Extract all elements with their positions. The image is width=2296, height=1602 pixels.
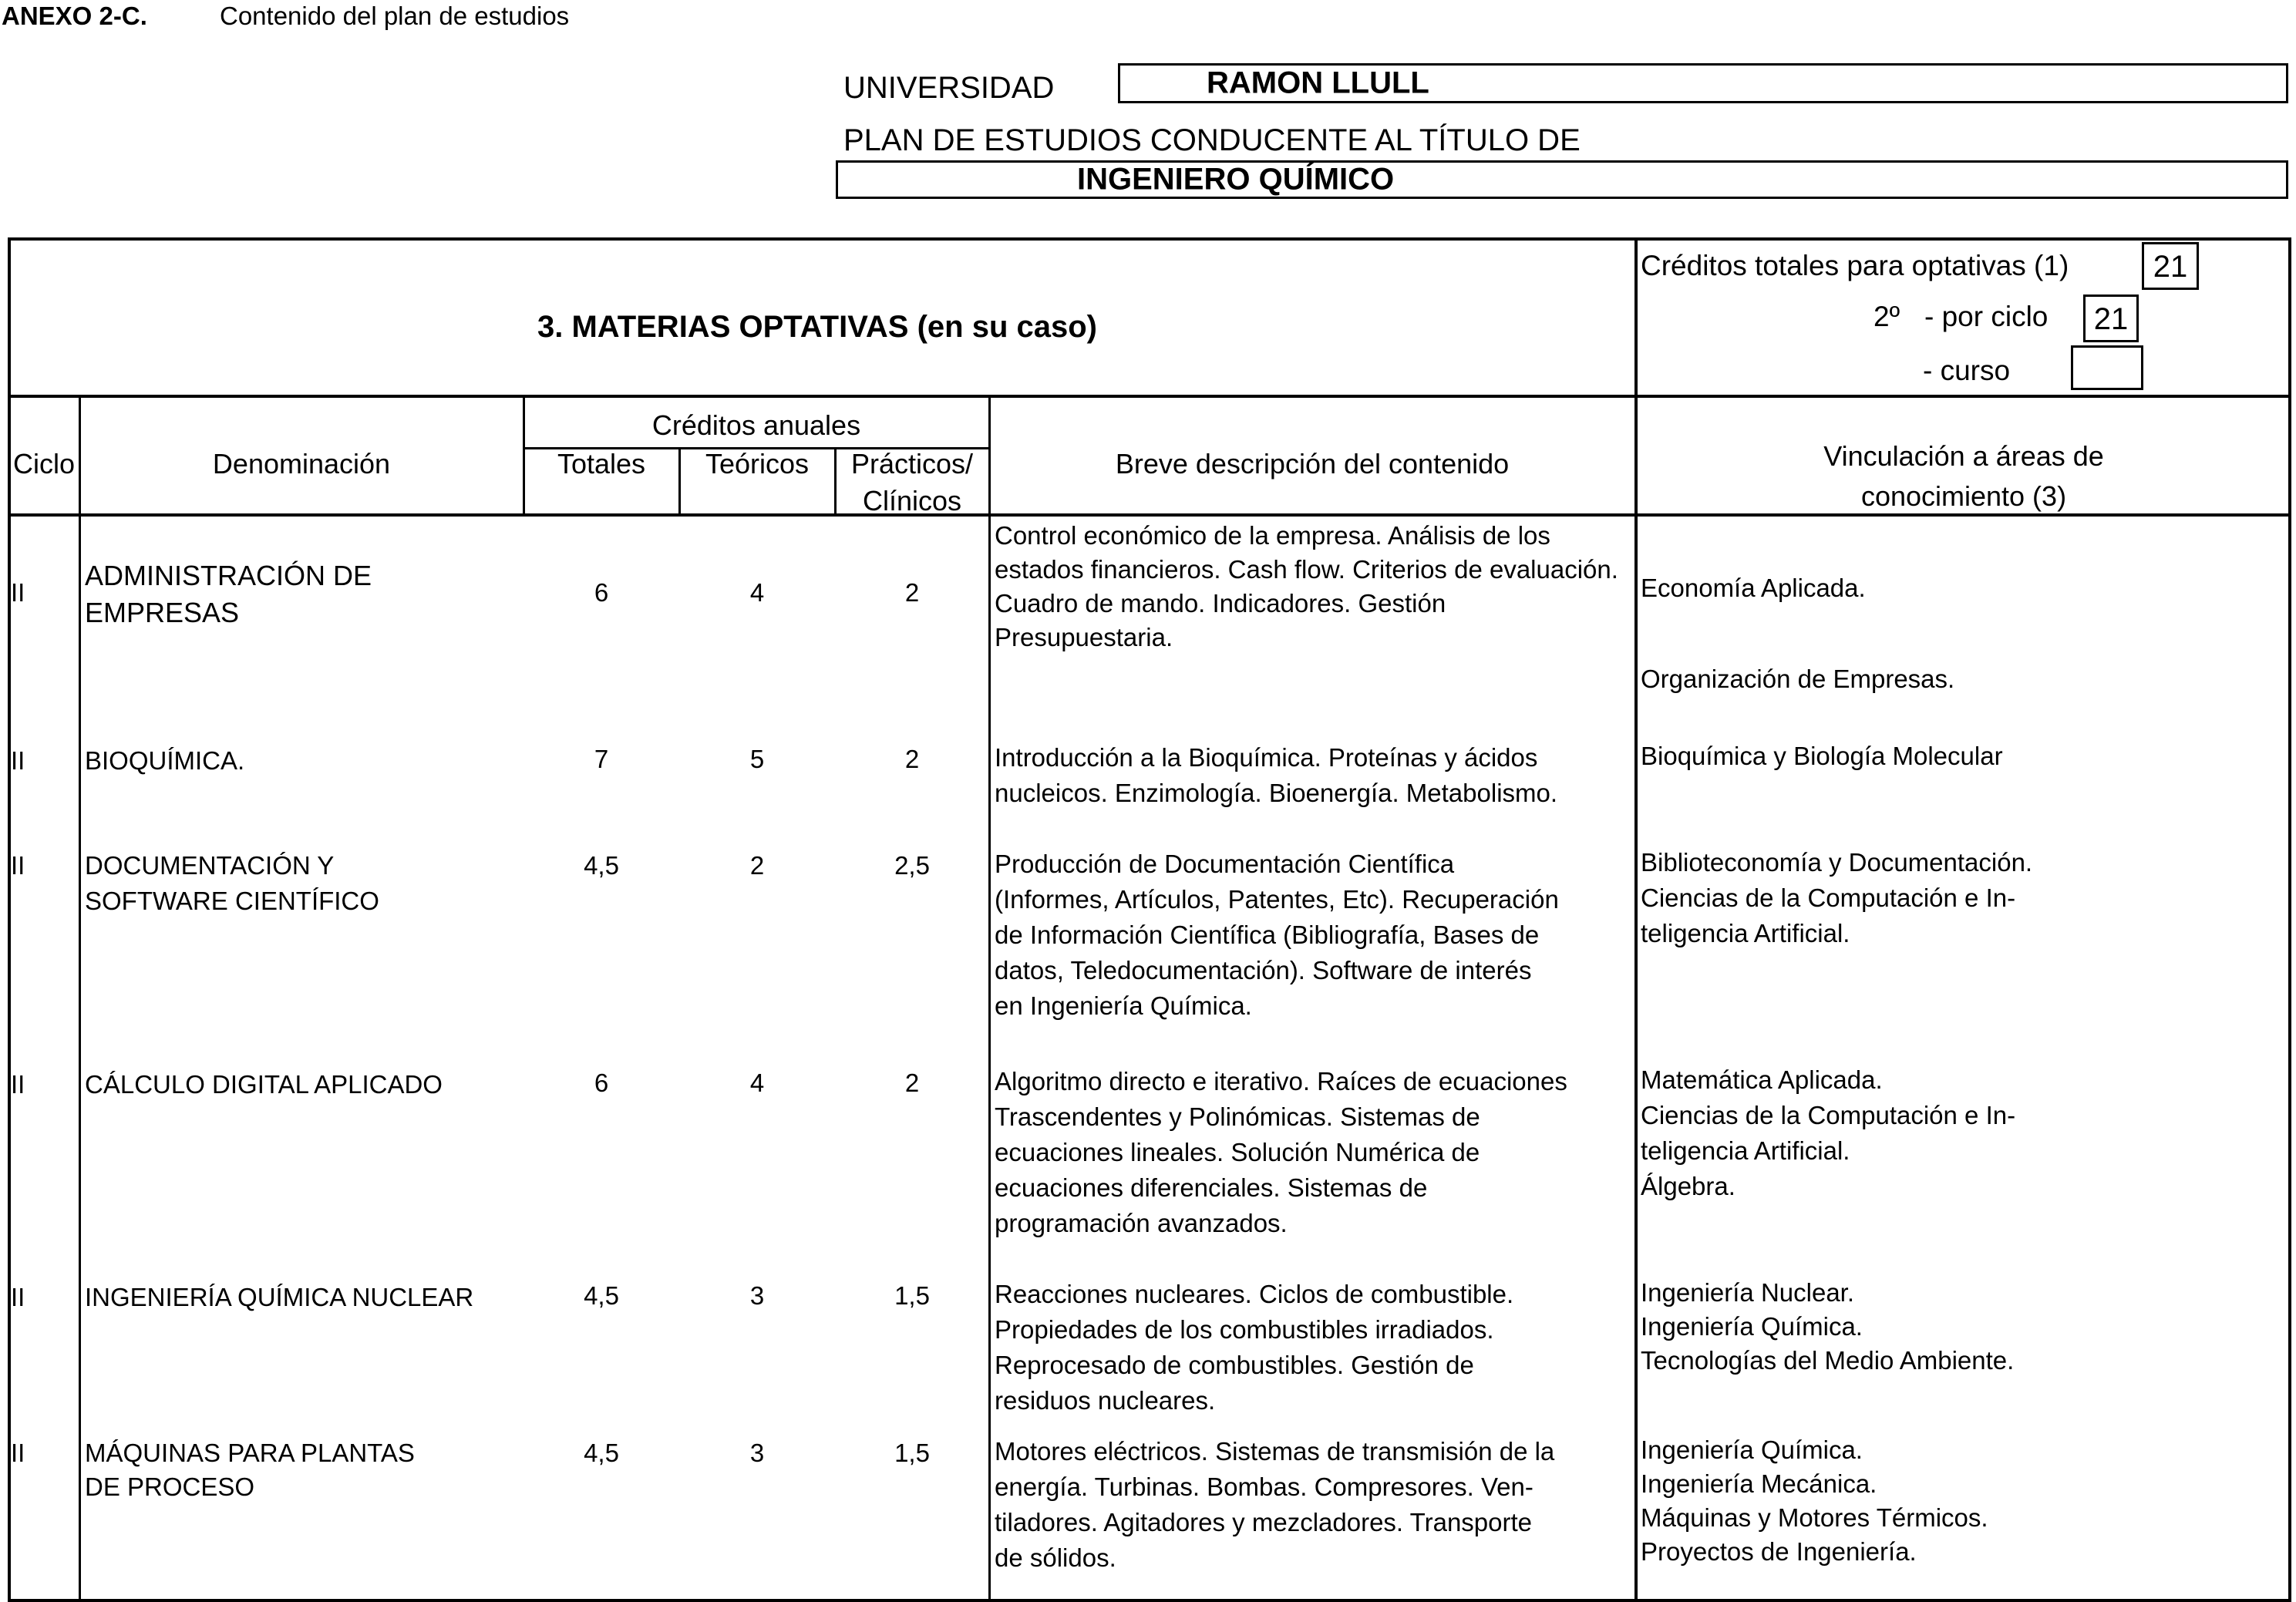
row-area-line: Ingeniería Química. [1641, 1312, 1863, 1341]
row-name-line: SOFTWARE CIENTÍFICO [85, 887, 379, 915]
row-area-line: teligencia Artificial. [1641, 1136, 1850, 1165]
row-desc-line: energía. Turbinas. Bombas. Compresores. Ven- [995, 1472, 1533, 1501]
row-desc-line: Presupuestaria. [995, 623, 1173, 651]
col-teoricos: Teóricos [705, 448, 810, 480]
row-teoricos: 2 [749, 851, 765, 880]
row-totales: 6 [594, 578, 609, 607]
col-denominacion: Denominación [212, 448, 391, 480]
per-cycle-label: - por ciclo [1924, 301, 2049, 332]
row-desc-line: en Ingeniería Química. [995, 991, 1252, 1020]
row-desc-line: ecuaciones diferenciales. Sistemas de [995, 1173, 1428, 1202]
row-area-line: teligencia Artificial. [1641, 919, 1850, 947]
row-desc-line: nucleicos. Enzimología. Bioenergía. Metabolismo. [995, 779, 1558, 807]
row-area-line: Matemática Aplicada. [1641, 1065, 1883, 1094]
row-desc-line: Control económico de la empresa. Análisis de los [995, 521, 1550, 550]
row-desc-line: Propiedades de los combustibles irradiados. [995, 1315, 1494, 1344]
row-totales: 4,5 [584, 851, 619, 880]
row-desc-line: Producción de Documentación Científica [995, 850, 1455, 878]
row-practicos: 2 [904, 745, 920, 773]
row-desc-line: Reprocesado de combustibles. Gestión de [995, 1351, 1474, 1379]
row-area-line: Organización de Empresas. [1641, 665, 1955, 693]
row-name-line: DE PROCESO [85, 1472, 255, 1501]
row-desc-line: (Informes, Artículos, Patentes, Etc). Recuperación [995, 885, 1559, 914]
row-area-line: Biblioteconomía y Documentación. [1641, 848, 2033, 877]
row-name-line: CÁLCULO DIGITAL APLICADO [85, 1070, 443, 1099]
per-cycle-value: 21 [2083, 294, 2139, 342]
row-practicos: 2 [904, 578, 920, 607]
row-teoricos: 3 [749, 1439, 765, 1467]
row-practicos: 2 [904, 1069, 920, 1097]
row-totales: 4,5 [584, 1281, 619, 1310]
row-desc-line: residuos nucleares. [995, 1386, 1216, 1415]
row-practicos: 2,5 [894, 851, 930, 880]
row-ciclo: II [11, 746, 25, 775]
cycle-label: 2º [1873, 301, 1900, 332]
row-ciclo: II [11, 851, 25, 880]
row-practicos: 1,5 [894, 1281, 930, 1310]
row-ciclo: II [11, 1070, 25, 1099]
row-desc-line: de Información Científica (Bibliografía, Bases de [995, 920, 1540, 949]
col-practicos-1: Prácticos/ [850, 448, 974, 480]
row-teoricos: 4 [749, 1069, 765, 1097]
row-area-line: Ciencias de la Computación e In- [1641, 883, 2016, 912]
row-area-line: Ingeniería Mecánica. [1641, 1469, 1877, 1498]
row-ciclo: II [11, 1283, 25, 1311]
col-totales: Totales [557, 448, 646, 480]
col-vinculacion-2: conocimiento (3) [1860, 480, 2067, 512]
row-area-line: Ingeniería Nuclear. [1641, 1278, 1855, 1307]
col-ciclo: Ciclo [12, 448, 75, 480]
annex-label: ANEXO 2-C. [2, 2, 147, 30]
credits-total-label: Créditos totales para optativas (1) [1641, 250, 2069, 281]
row-name-line: MÁQUINAS PARA PLANTAS [85, 1439, 415, 1467]
row-area-line: Tecnologías del Medio Ambiente. [1641, 1346, 2015, 1375]
col-vinculacion-1: Vinculación a áreas de [1823, 440, 2104, 472]
university-box [1118, 63, 2288, 103]
row-totales: 4,5 [584, 1439, 619, 1467]
row-desc-line: de sólidos. [995, 1543, 1116, 1572]
row-name-line: INGENIERÍA QUÍMICA NUCLEAR [85, 1283, 474, 1311]
row-area-line: Proyectos de Ingeniería. [1641, 1537, 1917, 1566]
row-name-line: EMPRESAS [85, 597, 240, 628]
plan-title: INGENIERO QUÍMICO [1077, 162, 1395, 197]
row-ciclo: II [11, 1439, 25, 1467]
per-course-label: - curso [1923, 355, 2011, 386]
row-name-line: ADMINISTRACIÓN DE [85, 560, 372, 591]
row-teoricos: 5 [749, 745, 765, 773]
row-name-line: DOCUMENTACIÓN Y [85, 851, 335, 880]
annex-text: Contenido del plan de estudios [220, 2, 570, 30]
row-desc-line: Introducción a la Bioquímica. Proteínas y ácidos [995, 743, 1538, 772]
row-area-line: Bioquímica y Biología Molecular [1641, 742, 2003, 770]
per-course-value [2071, 345, 2143, 390]
row-area-line: Máquinas y Motores Térmicos. [1641, 1503, 1988, 1532]
row-area-line: Álgebra. [1641, 1172, 1735, 1200]
row-area-line: Economía Aplicada. [1641, 574, 1866, 602]
row-name-line: BIOQUÍMICA. [85, 746, 245, 775]
row-totales: 6 [594, 1069, 609, 1097]
row-totales: 7 [594, 745, 609, 773]
row-practicos: 1,5 [894, 1439, 930, 1467]
col-descripcion: Breve descripción del contenido [1115, 448, 1510, 480]
credits-total-value: 21 [2142, 242, 2199, 290]
row-desc-line: tiladores. Agitadores y mezcladores. Transporte [995, 1508, 1533, 1536]
row-desc-line: programación avanzados. [995, 1209, 1288, 1237]
row-desc-line: estados financieros. Cash flow. Criterios de evaluación. [995, 555, 1618, 584]
row-desc-line: Cuadro de mando. Indicadores. Gestión [995, 589, 1446, 618]
row-area-line: Ciencias de la Computación e In- [1641, 1101, 2016, 1129]
row-teoricos: 3 [749, 1281, 765, 1310]
plan-label: PLAN DE ESTUDIOS CONDUCENTE AL TÍTULO DE [843, 123, 1581, 157]
row-desc-line: Reacciones nucleares. Ciclos de combustible. [995, 1280, 1514, 1308]
row-desc-line: Algoritmo directo e iterativo. Raíces de ecuaciones [995, 1067, 1567, 1095]
row-ciclo: II [11, 578, 25, 607]
row-teoricos: 4 [749, 578, 765, 607]
row-area-line: Ingeniería Química. [1641, 1435, 1863, 1464]
row-desc-line: Trascendentes y Polinómicas. Sistemas de [995, 1102, 1480, 1131]
col-practicos-2: Clínicos [862, 485, 962, 517]
university-label: UNIVERSIDAD [843, 71, 1055, 105]
col-creditos-anuales: Créditos anuales [651, 409, 861, 441]
plan-title-box [836, 160, 2288, 199]
row-desc-line: ecuaciones lineales. Solución Numérica de [995, 1138, 1480, 1166]
row-desc-line: Motores eléctricos. Sistemas de transmisión de la [995, 1437, 1555, 1466]
row-desc-line: datos, Teledocumentación). Software de interés [995, 956, 1532, 984]
university-value: RAMON LLULL [1207, 66, 1429, 100]
section-title: 3. MATERIAS OPTATIVAS (en su caso) [537, 310, 1097, 344]
